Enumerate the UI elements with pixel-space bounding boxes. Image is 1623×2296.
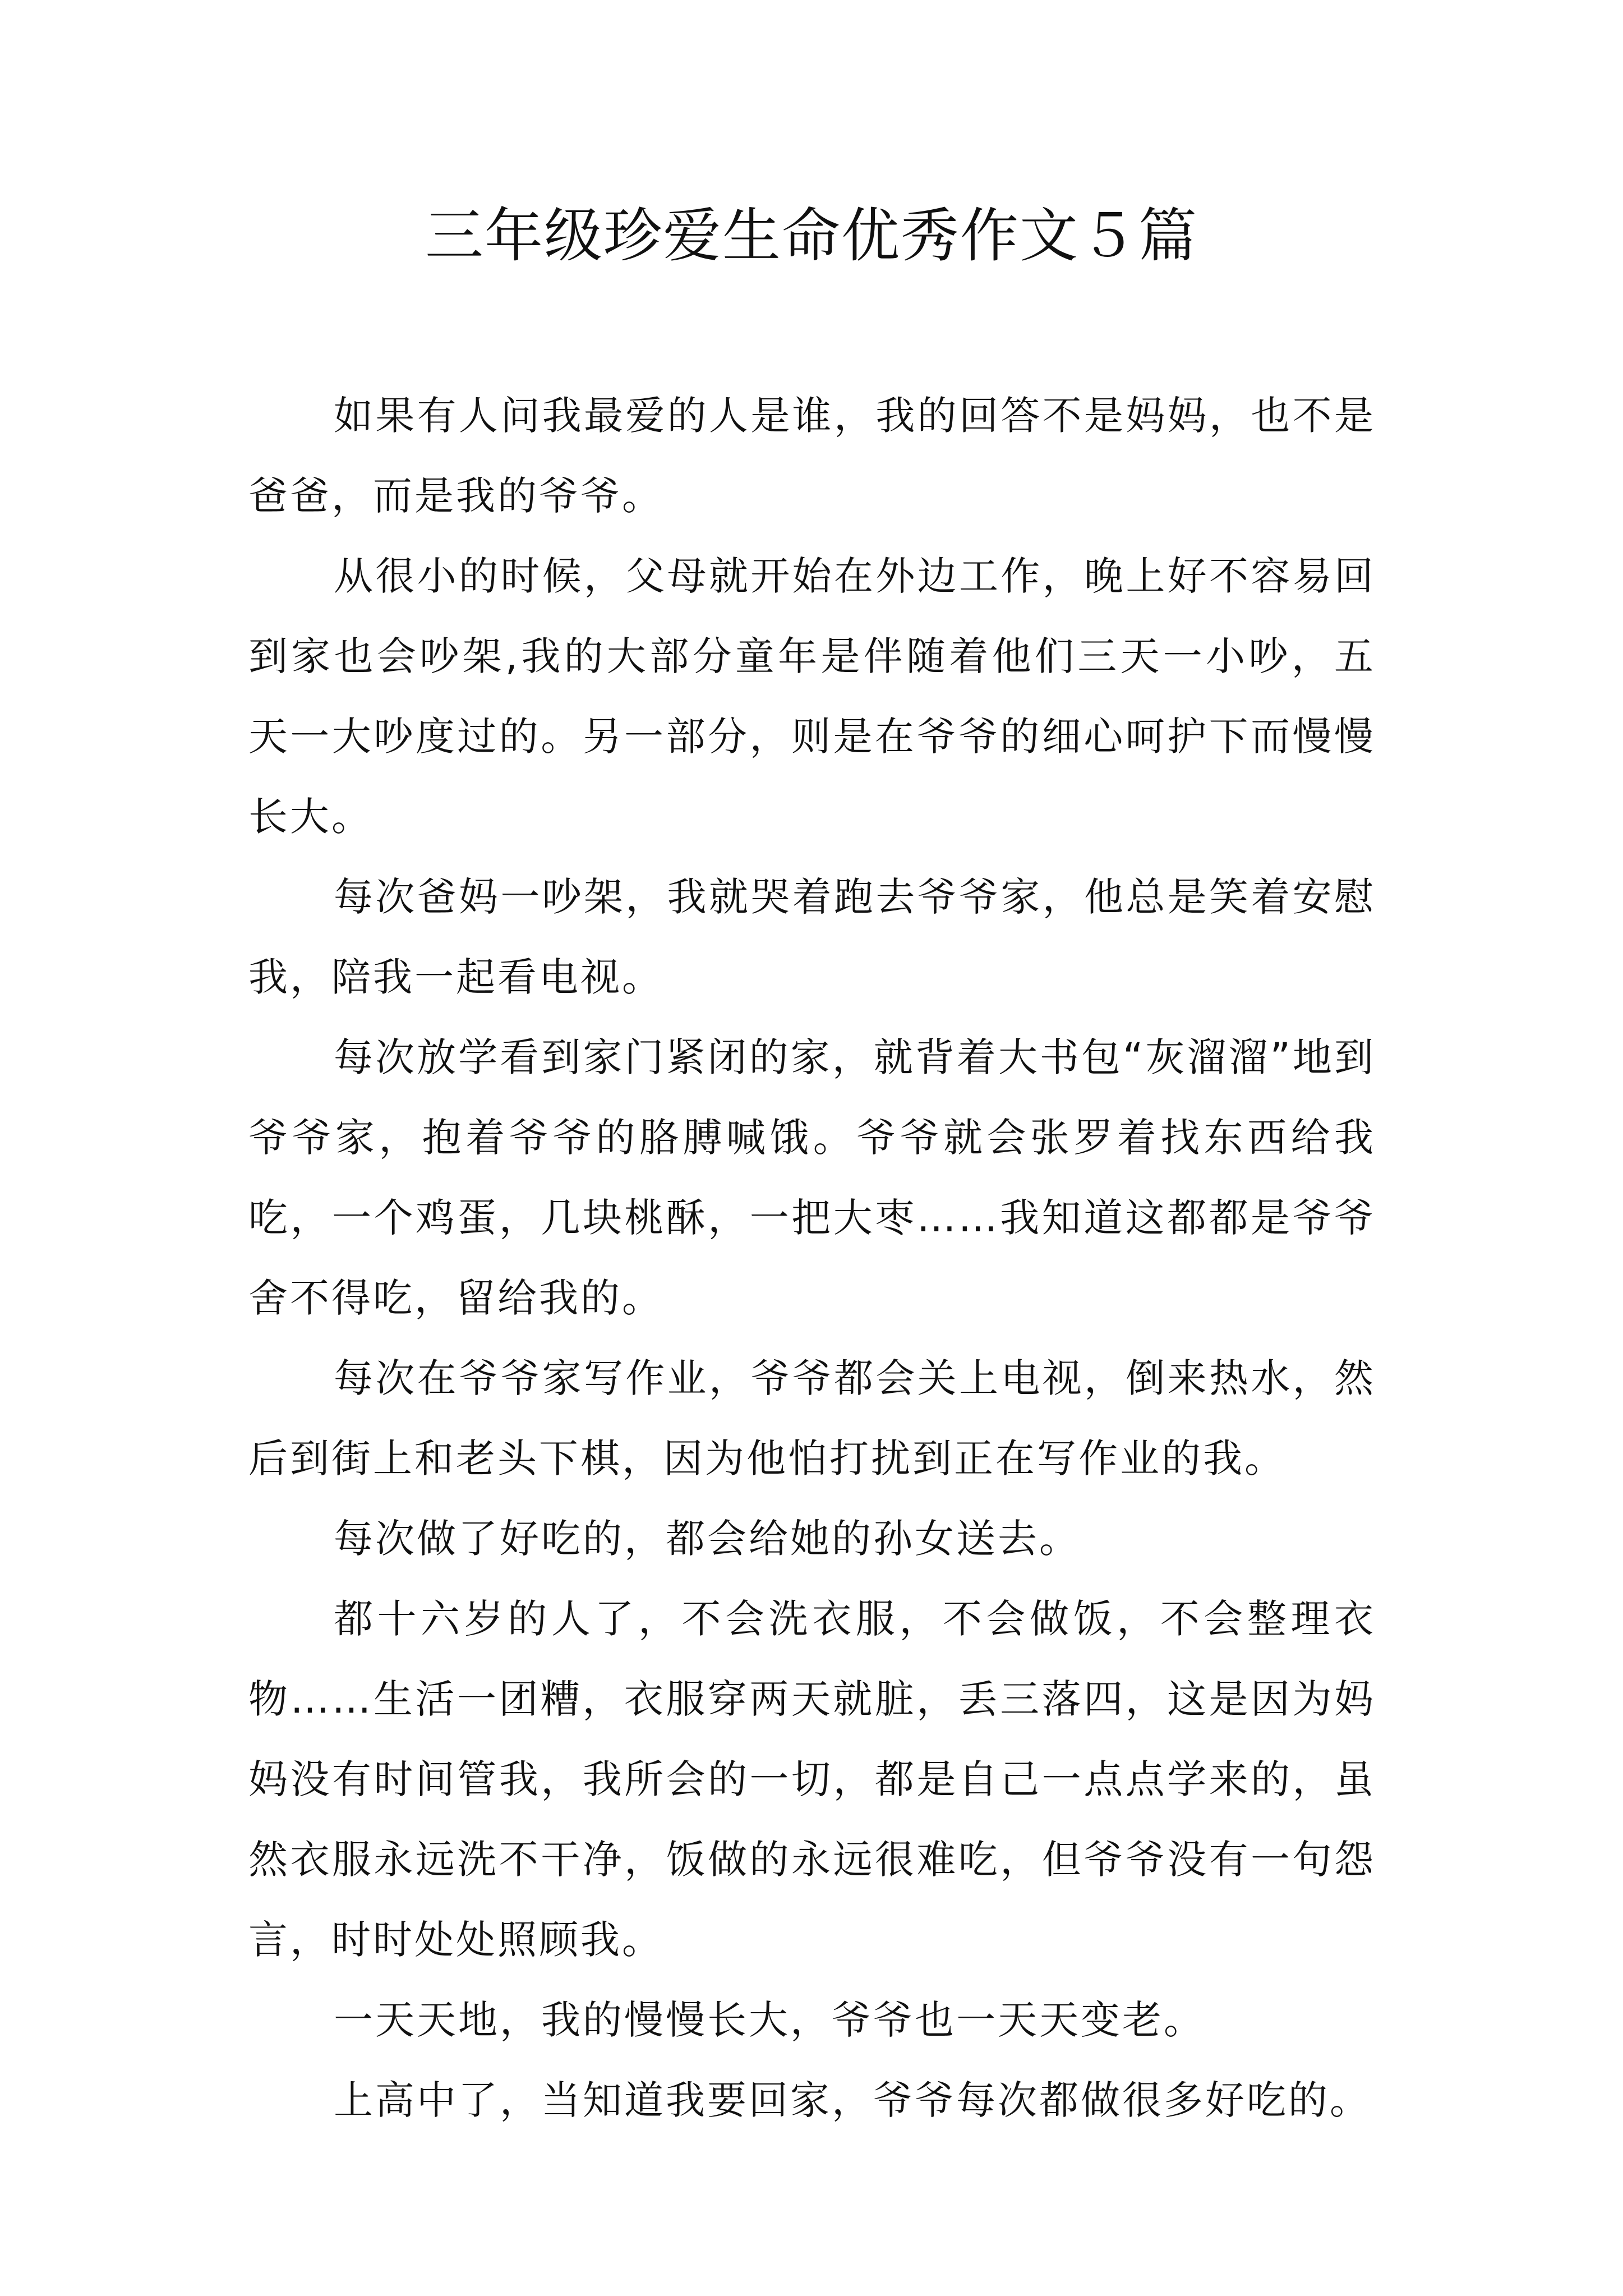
document-title: 三年级珍爱生命优秀作文５篇 [425,201,1198,270]
document-body [248,376,1376,2141]
paragraph-7: 都十六岁的人了，不会洗衣服，不会做饭，不会整理衣物……生活一团糟，衣服穿两天就脏，丢三落四，这是因为妈妈没有时间管我，我所会的一切，都是自己一点点学来的，虽然衣服永远洗不干净，饭做的永远很难吃，但爷爷没有一句怨言，时时处处照顾我。 [248,1596,1376,1963]
paragraph-8: 一天天地，我的慢慢长大，爷爷也一天天变老。 [334,1997,1205,2043]
paragraph-5: 每次在爷爷家写作业，爷爷都会关上电视，倒来热水，然后到街上和老头下棋，因为他怕打扰到正在写作业的我。 [248,1355,1376,1481]
paragraph-3: 每次爸妈一吵架，我就哭着跑去爷爷家，他总是笑着安慰我，陪我一起看电视。 [248,874,1376,1000]
paragraph-9: 上高中了，当知道我要回家，爷爷每次都做很多好吃的。 [334,2077,1371,2123]
paragraph-6: 每次做了好吃的，都会给她的孙女送去。 [334,1516,1081,1562]
paragraph-2: 从很小的时候，父母就开始在外边工作，晚上好不容易回到家也会吵架,我的大部分童年是伴随着他们三天一小吵，五天一大吵度过的。另一部分，则是在爷爷的细心呵护下而慢慢长大。 [248,553,1376,840]
paragraph-4: 每次放学看到家门紧闭的家，就背着大书包“灰溜溜”地到爷爷家，抱着爷爷的胳膊喊饿。爷爷就会张罗着找东西给我吃，一个鸡蛋，几块桃酥，一把大枣……我知道这都都是爷爷舍不得吃，留给我的。 [248,1034,1376,1321]
paragraph-1: 如果有人问我最爱的人是谁，我的回答不是妈妈，也不是爸爸，而是我的爷爷。 [248,393,1376,519]
